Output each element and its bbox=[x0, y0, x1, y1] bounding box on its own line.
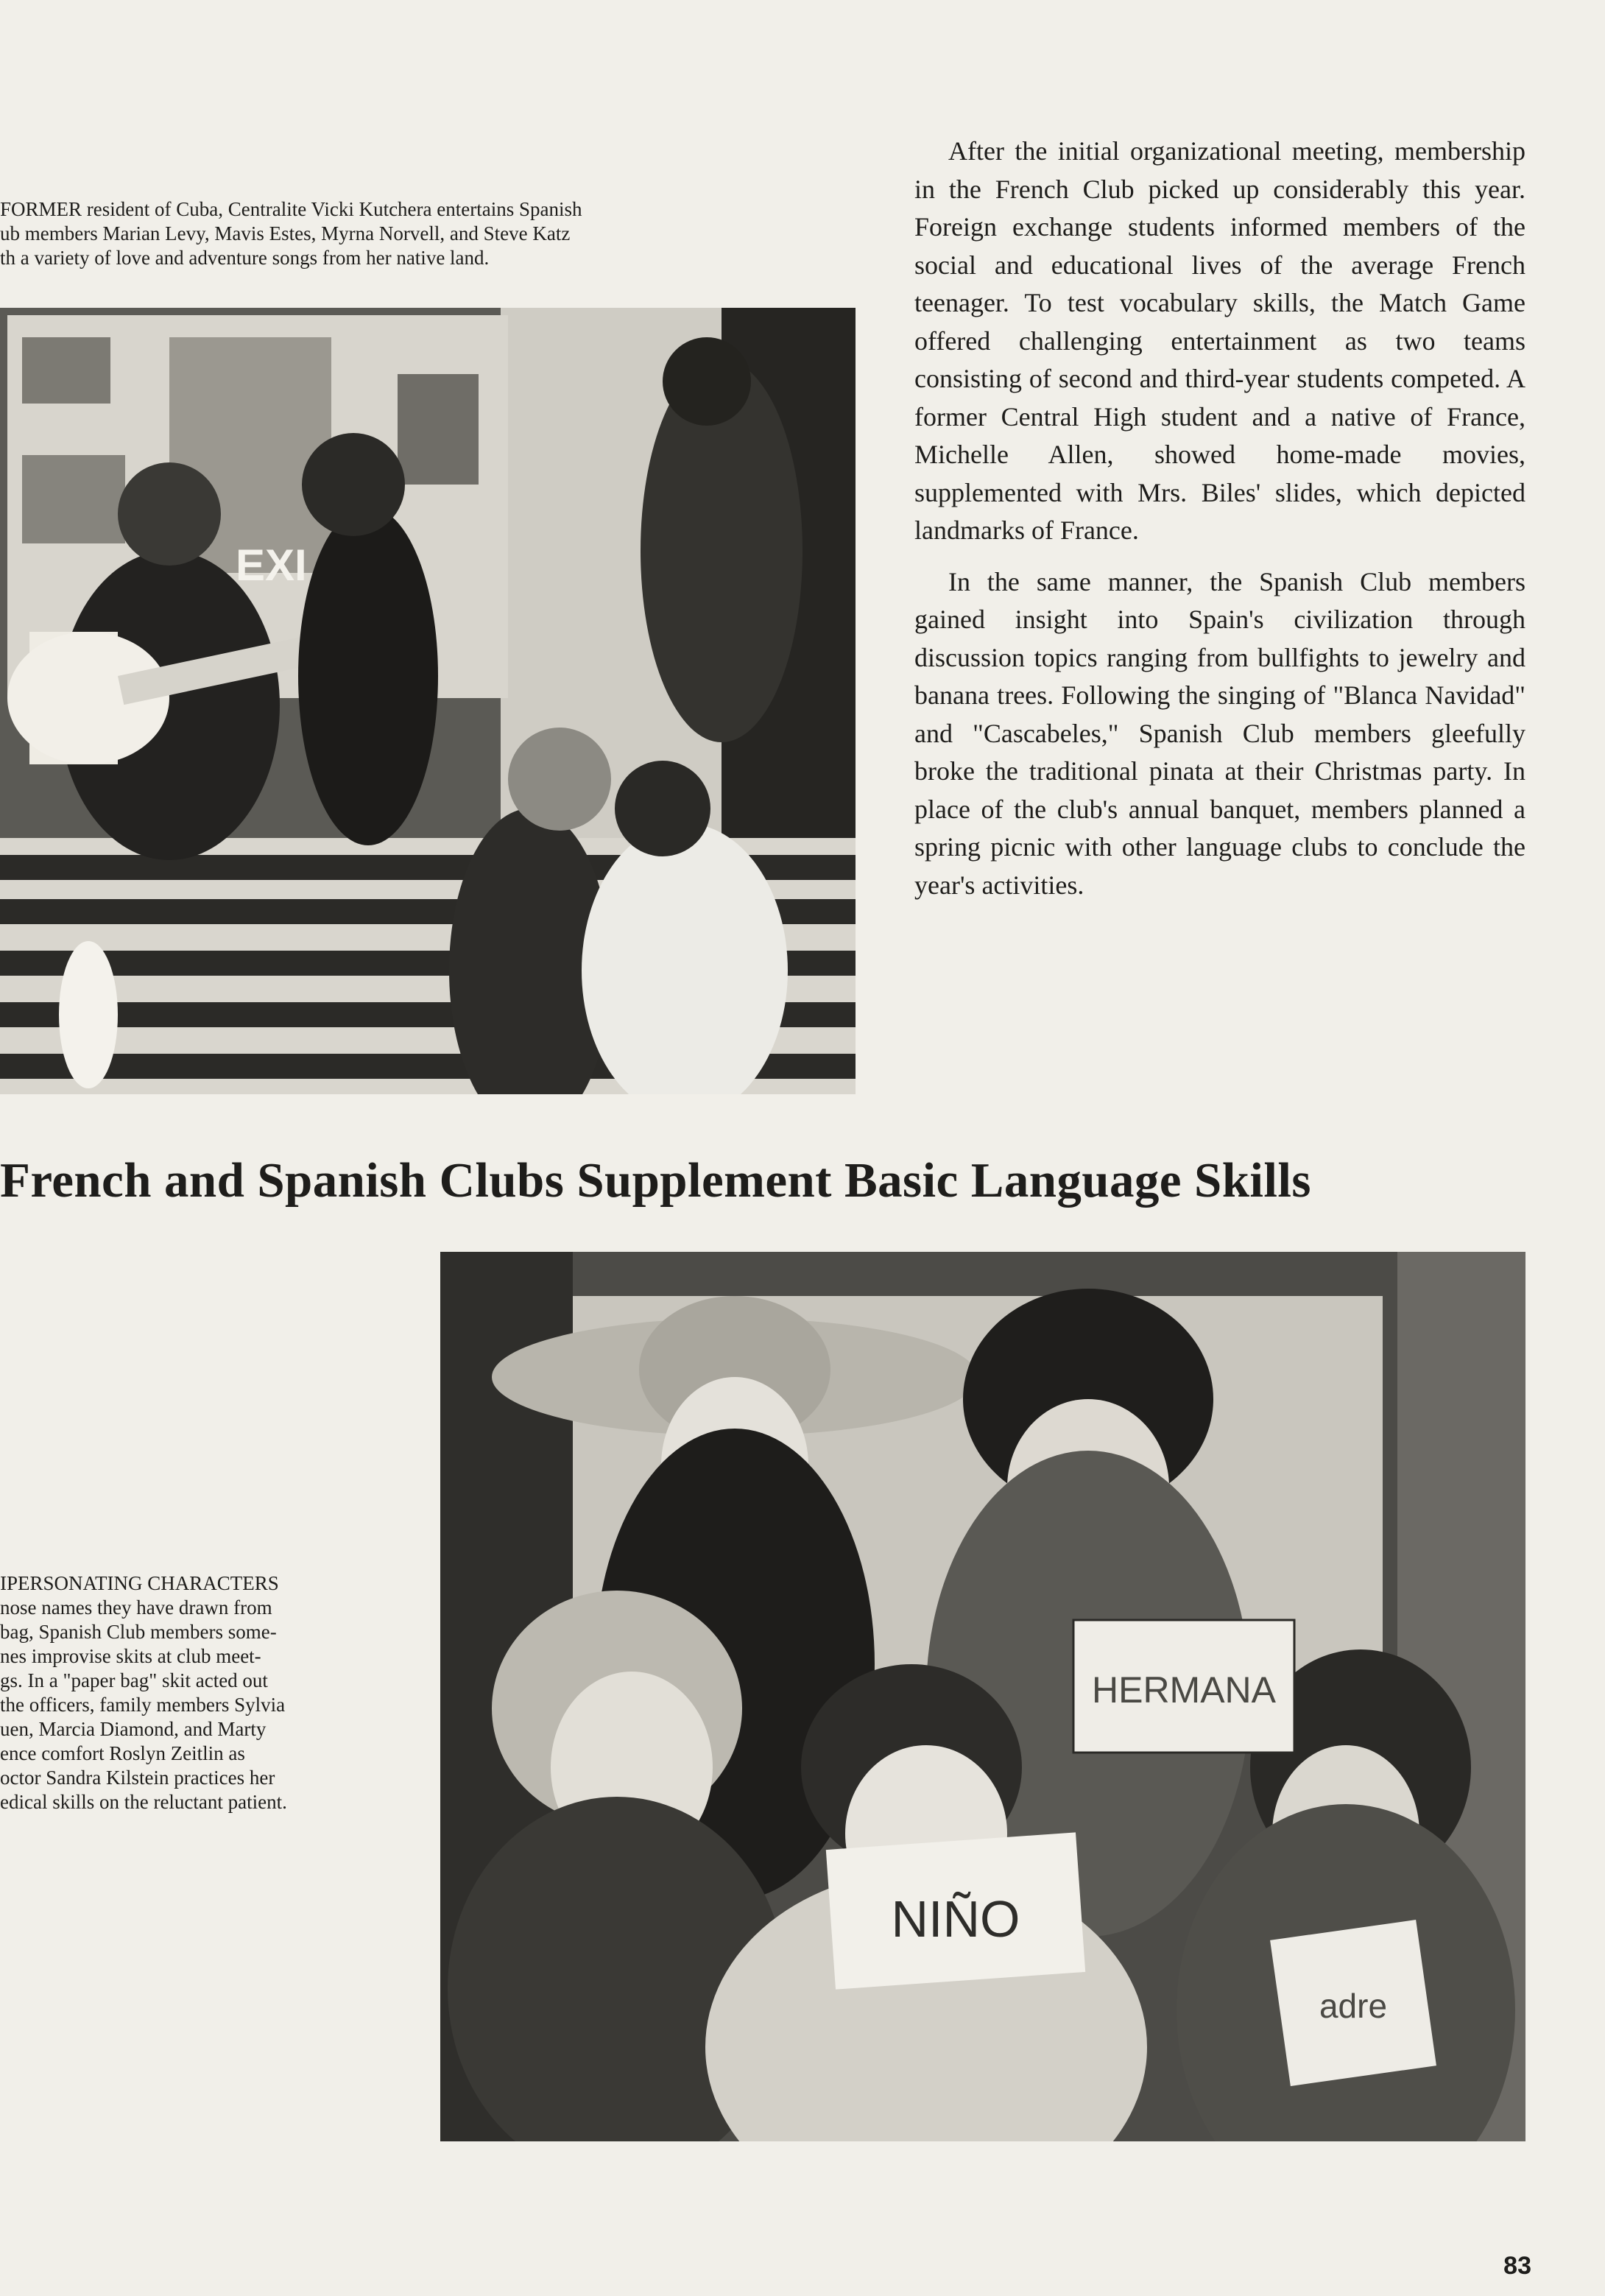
spanish-club-skit-photo bbox=[440, 1252, 1525, 2141]
page-headline: French and Spanish Clubs Supplement Basic Language Skills bbox=[0, 1153, 1311, 1208]
spanish-club-guitar-photo bbox=[0, 308, 856, 1094]
svg-text:adre: adre bbox=[1319, 1987, 1388, 2025]
top-photo-caption: FORMER resident of Cuba, Centralite Vicki Kutchera entertains Spanish ub members Marian Levy, Mavis Estes, Myrna Norvell, and Steve Katz th a variety of love and adventure songs from her native land. bbox=[0, 198, 582, 269]
nino-sign bbox=[826, 1832, 1085, 1989]
page-number: 83 bbox=[1503, 2252, 1531, 2280]
skit-photo-illustration bbox=[440, 1252, 1525, 2141]
svg-text:NIÑO: NIÑO bbox=[891, 1890, 1020, 1948]
bottom-photo-caption: IPERSONATING CHARACTERS nose names they have drawn from bag, Spanish Club members some- nes improvise skits at club meet- gs. In a "paper bag" skit acted out the officers, family members Sylvia uen, Marcia Diamond, and Marty ence comfort Roslyn Zeitlin as octor Sandra Kilstein practices her edical skills on the reluctant patient. bbox=[0, 1572, 287, 1813]
paragraph-french-club: After the initial organizational meeting, membership in the French Club picked up considerably this year. Foreign exchange students informed members of the social and educational lives of the average French teenager. To test vocabulary skills, the Match Game offered challenging entertainment as two teams consisting of second and third-year students competed. A former Central High student and a native of France, Michelle Allen, showed home-made movies, supplemented with Mrs. Biles' slides, which depicted landmarks of France. bbox=[914, 136, 1525, 545]
guitar-photo-illustration bbox=[0, 308, 856, 1094]
hermana-sign bbox=[1073, 1620, 1294, 1753]
article-body bbox=[914, 133, 1525, 918]
paragraph-spanish-club: In the same manner, the Spanish Club members gained insight into Spain's civilization through discussion topics ranging from bullfights to jewelry and banana trees. Following the singing of "Blanca Navidad" and "Cascabeles," Spanish Club members gleefully broke the traditional pinata at their Christmas party. In place of the club's annual banquet, members planned a spring picnic with other language clubs to conclude the year's activities. bbox=[914, 566, 1525, 900]
svg-text:HERMANA: HERMANA bbox=[1091, 1669, 1277, 1711]
padre-sign bbox=[1270, 1920, 1436, 2086]
poster-lettering: EXI bbox=[236, 540, 307, 590]
